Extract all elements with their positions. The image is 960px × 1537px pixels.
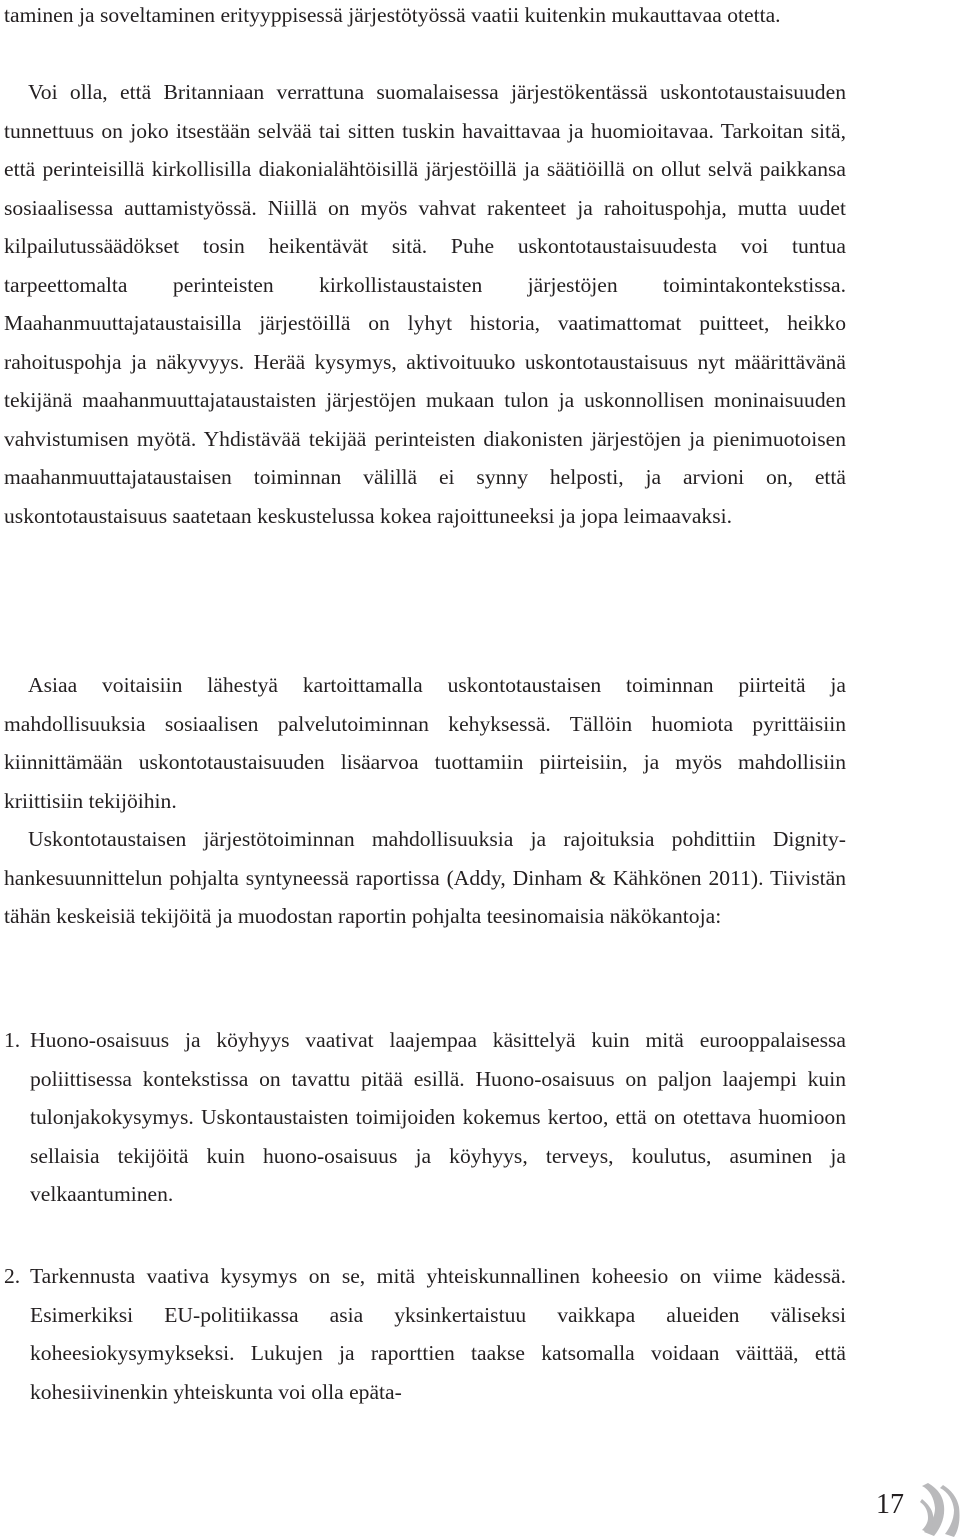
list-item-2: [4, 1257, 846, 1411]
paragraph-4-text: Uskontotaustaisen järjestötoiminnan mahdollisuuksia ja rajoituksia pohdittiin Dignity-hankesuunnittelun pohjalta syntyneessä raportissa (Addy, Dinham & Kähkönen 2011). Tiivistän tähän keskeisiä tekijöitä ja muodostan raportin pohjalta teesinomaisia näkökantoja:: [4, 827, 846, 928]
paragraph-2: [4, 73, 846, 535]
list-item-text: Tarkennusta vaativa kysymys on se, mitä yhteiskunnallinen koheesio on viime kädessä. Esimerkiksi EU-politiikassa asia yksinkertaistuu vaikkapa alueiden väliseksi koheesiokysymykseksi. Lukujen ja raporttien taakse katsomalla voidaan väittää, että kohesiivinenkin yhteiskunta voi olla epäta-: [30, 1264, 846, 1404]
paragraph-4: [4, 820, 846, 936]
paragraph-continued: [4, 0, 846, 35]
paragraph-2-text: Voi olla, että Britanniaan verrattuna suomalaisessa järjestökentässä uskontotaustaisuuden tunnettuus on joko itsestään selvää tai sitten tuskin havaittavaa ja huomioitavaa. Tarkoitan sitä, että perinteisillä kirkollisilla diakonialähtöisillä järjestöillä ja säätiöillä on ollut selvä paikkansa sosiaalisessa auttamistyössä. Niillä on myös vahvat rakenteet ja rahoituspohja, mutta uudet kilpailutussäädökset tosin heikentävät sitä. Puhe uskontotaustaisuudesta voi tuntua tarpeettomalta perinteisten kirkollistaustaisten järjestöjen toimintakontekstissa. Maahanmuuttajataustaisilla järjestöillä on lyhyt historia, vaatimattomat puitteet, heikko rahoituspohja ja näkyvyys. Herää kysymys, aktivoituuko uskontotaustaisuus nyt määrittävänä tekijänä maahanmuuttajataustaisten järjestöjen mukaan tulon ja uskonnollisen moninaisuuden vahvistumisen myötä. Yhdistävää tekijää perinteisten diakonisten järjestöjen ja pienimuotoisen maahanmuuttajataustaisen toiminnan välillä ei synny helposti, ja arvioni on, että uskontotaustaisuus saatetaan keskustelussa kokea rajoittuneeksi ja jopa leimaavaksi.: [4, 80, 846, 528]
page-number: 17: [876, 1489, 904, 1520]
paragraph-3-text: Asiaa voitaisiin lähestyä kartoittamalla uskontotaustaisen toiminnan piirteitä ja mahdollisuuksia sosiaalisen palvelutoiminnan kehyksessä. Tällöin huomiota pyrittäisiin kiinnittämään uskontotaustaisuuden lisäarvoa tuottamiin piirteisiin, ja myös mahdollisiin kriittisiin tekijöihin.: [4, 673, 846, 813]
list-item-number: 2.: [4, 1264, 21, 1288]
list-item-text: Huono-osaisuus ja köyhyys vaativat laajempaa käsittelyä kuin mitä eurooppalaisessa poliittisessa kontekstissa on tavattu pitää esillä. Huono-osaisuus on paljon laajempi kuin tulonjakokysymys. Uskontaustaisten toimijoiden kokemus kertoo, että on otettava huomioon sellaisia tekijöitä kuin huono-osaisuus ja köyhyys, terveys, koulutus, asuminen ja velkaantuminen.: [30, 1028, 846, 1206]
list-item-number: 1.: [4, 1028, 21, 1052]
paragraph-3: [4, 666, 846, 820]
publisher-logo-icon: [918, 1480, 960, 1537]
list-item-1: [4, 1021, 846, 1214]
paragraph-1-text: taminen ja soveltaminen erityyppisessä järjestötyössä vaatii kuitenkin mukauttavaa otetta.: [4, 3, 781, 27]
